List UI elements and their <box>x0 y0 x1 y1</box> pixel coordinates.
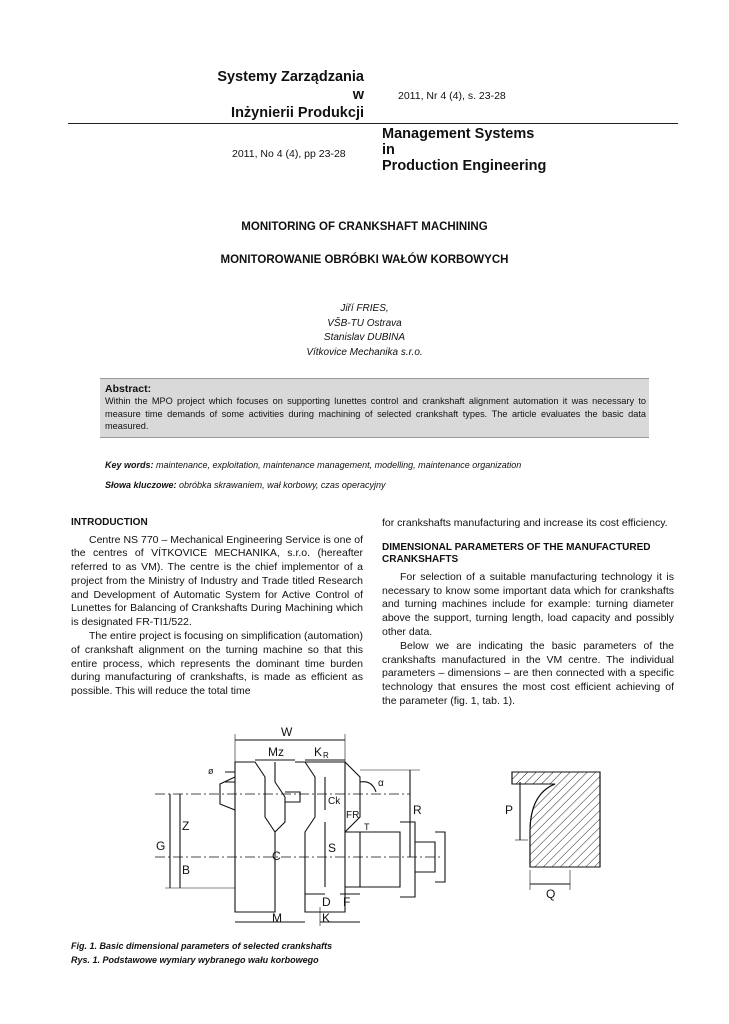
label-K: K <box>322 911 331 925</box>
paragraph: The entire project is focusing on simplification (automation) of crankshaft alignment on the turning machine so that this entire process, which represents the dominant time burden during manufacturing of crankshafts, is made as efficient as possible. This will reduce the total time <box>71 630 363 698</box>
paragraph: for crankshafts manufacturing and increase its cost efficiency. <box>382 517 668 529</box>
label-T: T <box>364 822 370 832</box>
label-G: G <box>156 839 166 853</box>
section-heading-dimensional-parameters: DIMENSIONAL PARAMETERS OF THE MANUFACTURED CRANKSHAFTS <box>382 541 651 566</box>
paragraph: For selection of a suitable manufacturing technology it is necessary to know some important data which for crankshafts and turning machines include for example: turning diameter above the support, turning length, load capacity and possibly other data. <box>382 570 674 638</box>
label-alpha: α <box>378 778 384 789</box>
label-M: M <box>272 911 282 925</box>
abstract-text: Within the MPO project which focuses on supporting lunettes control and crankshaft alignment automation it was necessary to measure time demands of some activities during machining of selected crankshaft types. The article evaluates the basic data measured. <box>105 396 646 431</box>
abstract-box <box>100 378 649 438</box>
label-KR: K <box>314 745 323 759</box>
author-line: Vítkovice Mechanika s.r.o. <box>306 346 423 358</box>
keywords-en-text: maintenance, exploitation, maintenance management, modelling, maintenance organization <box>153 460 522 470</box>
paper-title-en: MONITORING OF CRANKSHAFT MACHINING <box>241 221 488 233</box>
section-heading-introduction: INTRODUCTION <box>71 517 148 528</box>
label-C: C <box>272 849 281 863</box>
keywords-en <box>105 460 521 470</box>
label-B: B <box>182 863 191 877</box>
label-P: P <box>505 803 514 817</box>
label-S: S <box>328 841 337 855</box>
journal-title-en <box>382 126 546 174</box>
journal-title-pl <box>180 68 364 122</box>
journal-title-en-line2: in <box>382 142 395 158</box>
label-Mz: Mz <box>268 745 284 759</box>
keywords-pl <box>105 480 385 490</box>
label-Z: Z <box>182 819 190 833</box>
author-line: Jiří FRIES, <box>340 303 389 314</box>
crankshaft-outline <box>155 734 600 926</box>
label-Q: Q <box>546 887 556 901</box>
journal-title-pl-line2: w <box>352 87 364 103</box>
keywords-en-label: Key words: <box>105 460 154 470</box>
citation-pl: 2011, Nr 4 (4), s. 23-28 <box>398 90 506 102</box>
label-D: D <box>322 895 331 909</box>
keywords-pl-label: Słowa kluczowe: <box>105 480 177 490</box>
dimension-labels <box>156 725 555 925</box>
label-W: W <box>281 725 293 739</box>
label-FR: FR <box>346 810 360 821</box>
abstract-heading: Abstract: <box>105 383 152 395</box>
label-R: R <box>413 803 422 817</box>
figure-caption-en: Fig. 1. Basic dimensional parameters of selected crankshafts <box>71 941 333 951</box>
journal-title-en-line1: Management Systems <box>382 126 535 142</box>
journal-title-en-line3: Production Engineering <box>382 158 547 174</box>
citation-en: 2011, No 4 (4), pp 23-28 <box>232 148 346 160</box>
label-Ck: Ck <box>328 796 341 807</box>
right-column <box>382 517 674 709</box>
author-line: VŠB-TU Ostrava <box>327 317 402 329</box>
paragraph: Centre NS 770 – Mechanical Engineering Service is one of the centres of VÍTKOVICE MECHANIKA, s.r.o. (hereafter referred to as VM). The centre is the chief implementor of a project from the Ministry of Industry and Trade titled Research and Development of Automatic System for Active Control of Lunettes for Balancing of Crankshafts During Machining which is designated FR-TI1/522. <box>71 533 363 629</box>
label-phi: ø <box>208 766 214 776</box>
label-F: F <box>343 895 351 909</box>
keywords-pl-text: obróbka skrawaniem, wał korbowy, czas operacyjny <box>176 480 386 490</box>
figure-caption-pl: Rys. 1. Podstawowe wymiary wybranego wału korbowego <box>71 955 319 965</box>
authors-block <box>0 302 729 360</box>
label-KR-sub: R <box>323 751 329 760</box>
left-column <box>71 517 363 699</box>
crankshaft-drawing <box>60 722 620 936</box>
figure-crankshaft-diagram <box>60 722 620 941</box>
paragraph: Below we are indicating the basic parameters of the crankshafts manufactured in the VM centre. The individual parameters – dimensions – are then connected with a specific technology that ensures the most cost efficient achieving of the parameter (fig. 1, tab. 1). <box>382 639 674 707</box>
journal-title-pl-line1: Systemy Zarządzania <box>217 69 364 85</box>
paper-title-pl: MONITOROWANIE OBRÓBKI WAŁÓW KORBOWYCH <box>220 254 509 266</box>
journal-title-pl-line3: Inżynierii Produkcji <box>231 105 364 121</box>
header-divider <box>68 123 678 124</box>
author-line: Stanislav DUBINA <box>323 332 406 343</box>
